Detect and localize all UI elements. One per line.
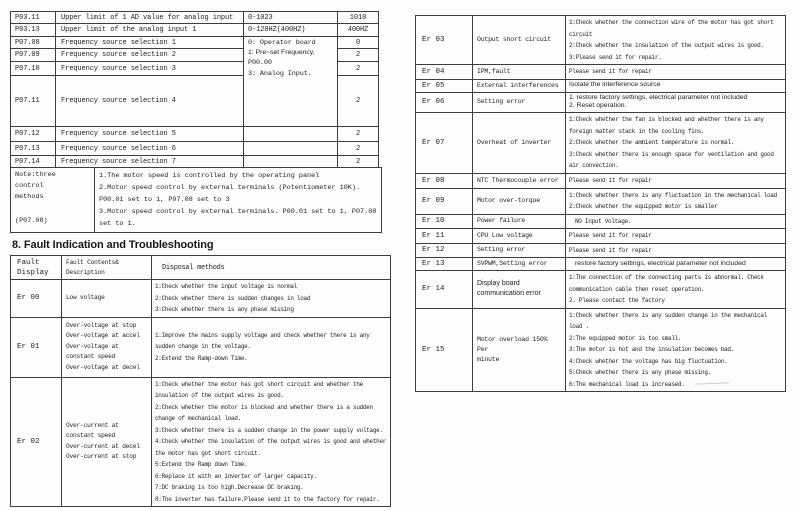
fault-contents: Over-current at constant speed Over-current at decel Over-current at stop (62, 377, 152, 507)
fault-contents: SVPWM,Setting error (473, 258, 566, 271)
section-heading: 8. Fault Indication and Troubleshooting (12, 239, 214, 251)
param-desc: Frequency source selection 5 (56, 127, 244, 142)
fault-row-er08 (416, 173, 786, 188)
param-value: 0 (338, 37, 379, 49)
param-code: P07.09 (11, 49, 56, 62)
fault-row-er00 (11, 280, 391, 318)
fault-contents: CPU Low voltage (473, 229, 566, 244)
fault-contents: Display board communication error (473, 271, 566, 309)
param-code: P07.08 (11, 37, 56, 49)
fault-code: Er 12 (416, 243, 473, 258)
fault-disposal: Please send it for repair (566, 65, 786, 80)
left-column (10, 11, 392, 507)
param-row (11, 142, 379, 156)
fault-disposal: 1:Check whether the fan is blocked and whether there is any foreign matter stack in the cooling fins. 2:Check whether the ambient temperature is normal. 3:Check whether there is enough space for ventilation and good air convection. (566, 113, 786, 174)
fault-contents: IPM,fault (473, 65, 566, 80)
fault-contents: Motor over-torque (473, 188, 566, 214)
note-table (10, 167, 382, 233)
fault-contents: Low voltage (62, 280, 152, 318)
fault-disposal: NO Input Voltage. (566, 214, 786, 229)
fault-contents: External interferences (473, 79, 566, 92)
param-desc: Frequency source selection 4 (56, 76, 244, 127)
fault-row-er12 (416, 243, 786, 258)
fault-contents: Over-voltage at stop Over-voltage at accel Over-voltage at constant speed Over-voltage at decel (62, 317, 152, 377)
parameter-table (10, 11, 379, 168)
fault-disposal: 1:Improve the mains supply voltage and check whether there is any sudden change in the voltage. 2:Extend the Ramp-down Time. (152, 317, 391, 377)
note-row (11, 168, 382, 233)
fault-table-left (10, 255, 391, 507)
param-code: P03.13 (11, 24, 56, 37)
param-desc: Frequency source selection 3 (56, 62, 244, 76)
param-desc: Frequency source selection 7 (56, 156, 244, 168)
fault-code: Er 09 (416, 188, 473, 214)
param-value: 2 (338, 156, 379, 168)
param-value: 1010 (338, 12, 379, 24)
param-range (244, 156, 338, 168)
note-label: Note:three control methods (P07.08) (11, 168, 95, 233)
fault-code: Er 04 (416, 65, 473, 80)
param-range: 0-120HZ(400HZ) (244, 24, 338, 37)
param-value: 2 (338, 142, 379, 156)
fault-disposal: 1. restore factory settings, electrical parameter not included 2. Reset operation. (566, 92, 786, 113)
fault-row-er10 (416, 214, 786, 229)
fault-contents: Overheat of inverter (473, 113, 566, 174)
param-row (11, 127, 379, 142)
fault-disposal: Please send it for repair (566, 243, 786, 258)
fault-row-er15 (416, 308, 786, 392)
param-code: P07.13 (11, 142, 56, 156)
fault-code: Er 07 (416, 113, 473, 174)
fault-row-er14 (416, 271, 786, 309)
fault-disposal: 1:Check whether the connection wire of the motor has got short circuit 2:Check whether the insulation of the output wires is good. 3:Please send it for repair. (566, 16, 786, 65)
fault-code: Er 14 (416, 271, 473, 309)
option-line: 1: Pre~set Frequency, (248, 49, 315, 56)
fault-code: Er 15 (416, 308, 473, 392)
fault-disposal: 1:The connection of the connecting parts is abnormal. Check communication cable then reset operation. 2. Please contact the factory (566, 271, 786, 309)
param-code: P07.11 (11, 76, 56, 127)
param-value: 2 (338, 127, 379, 142)
fault-row-er07 (416, 113, 786, 174)
param-range (244, 142, 338, 156)
option-line: 3: Analog Input. (248, 69, 312, 78)
fault-code: Er 03 (416, 16, 473, 65)
fault-disposal: Please send it for repair (566, 229, 786, 244)
fault-code: Er 01 (11, 317, 62, 377)
fault-code: Er 05 (416, 79, 473, 92)
param-row (11, 156, 379, 168)
option-line: P00.00 (248, 58, 272, 67)
fault-row-er13 (416, 258, 786, 271)
fault-contents: Setting error (473, 243, 566, 258)
param-value: 2 (338, 76, 379, 127)
param-row (11, 12, 379, 24)
param-code: P07.12 (11, 127, 56, 142)
fault-code: Er 00 (11, 280, 62, 318)
fault-row-er06 (416, 92, 786, 113)
fault-contents: Setting error (473, 92, 566, 113)
param-range: 0-1023 (244, 12, 338, 24)
fault-contents: NTC Thermocouple error (473, 173, 566, 188)
fault-disposal: 1:Check whether there is any sudden change in the mechanical load . 2:The equipped motor is too small. 3:The motor is hot and the insulation becomes bad. 4:Check whether the voltage has big fluctuation. 5:Check whether there is any phase missing. 6:The mechanical load is increased. (566, 308, 786, 392)
fault-row-er05 (416, 79, 786, 92)
fault-code: Er 06 (416, 92, 473, 113)
param-code: P07.10 (11, 62, 56, 76)
fault-row-er01 (11, 317, 391, 377)
fault-code: Er 13 (416, 258, 473, 271)
param-code: P03.11 (11, 12, 56, 24)
param-desc: Frequency source selection 2 (56, 49, 244, 62)
fault-row-er04 (416, 65, 786, 80)
note-text: 1.The motor speed is controlled by the operating panel 2.Motor speed control by external terminals (Potentiometer 10K). P00.01 set to 1, P07.08 set to 3 3.Motor speed control by external terminals. P00.01 set to 1, P07.08 set to 1. (95, 168, 382, 233)
fault-contents: Motor overload 150% Per minute (473, 308, 566, 392)
header-fault-display: Fault Display (11, 256, 62, 280)
fault-row-er03 (416, 16, 786, 65)
fault-disposal: Please send it for repair (566, 173, 786, 188)
param-desc: Frequency source selection 6 (56, 142, 244, 156)
fault-code: Er 02 (11, 377, 62, 507)
fault-row-er02 (11, 377, 391, 507)
frequency-source-options (244, 37, 338, 127)
param-desc: Frequency source selection 1 (56, 37, 244, 49)
param-row (11, 37, 379, 49)
fault-code: Er 08 (416, 173, 473, 188)
param-value: 2 (338, 49, 379, 62)
fault-row-er11 (416, 229, 786, 244)
param-row (11, 24, 379, 37)
fault-table-header-row (11, 256, 391, 280)
option-line: 0: Operator board (248, 39, 316, 47)
fault-code: Er 11 (416, 229, 473, 244)
fault-code: Er 10 (416, 214, 473, 229)
param-range (244, 127, 338, 142)
fault-disposal: 1:Check whether the input voltage is normal 2:Check whether there is sudden changes in load 3:Check whether there is any phase missing (152, 280, 391, 318)
param-desc: Upper limit of the analog input 1 (56, 24, 244, 37)
fault-disposal: 1:Check whether there is any fluctuation in the mechanical load 2:Check whether the equipped motor is smaller (566, 188, 786, 214)
fault-disposal: 1:Check whether the motor has got short circuit and whether the insulation of the output wires is good. 2:Check whether the motor is blocked and whether there is a sudden change of mechanical load. 3:Check whether there is a sudden change in the power supply voltage. 4:Check whether the insulation of the output wires is good and whether the motor has got short circuit. 5:Extend the Ramp down Time. 6:Replace it with an inverter of larger capacity. 7:DC braking is too high.Decrease DC braking. 8:The inverter has failure.Please send it to the factory for repair. (152, 377, 391, 507)
fault-disposal: Isolate the interference source (566, 79, 786, 92)
header-fault-contents: Fault Contents& Description (62, 256, 152, 280)
header-disposal-methods: Disposal methods (152, 256, 391, 280)
fault-table-right (415, 15, 786, 392)
fault-disposal: restore factory settings, electrical parameter not included (566, 258, 786, 271)
right-column (415, 15, 786, 392)
param-code: P07.14 (11, 156, 56, 168)
fault-contents: Output short circuit (473, 16, 566, 65)
param-value: 400HZ (338, 24, 379, 37)
param-value: 2 (338, 62, 379, 76)
fault-contents: Power failure (473, 214, 566, 229)
fault-row-er09 (416, 188, 786, 214)
param-desc: Upper limit of 1 AD value for analog input (56, 12, 244, 24)
